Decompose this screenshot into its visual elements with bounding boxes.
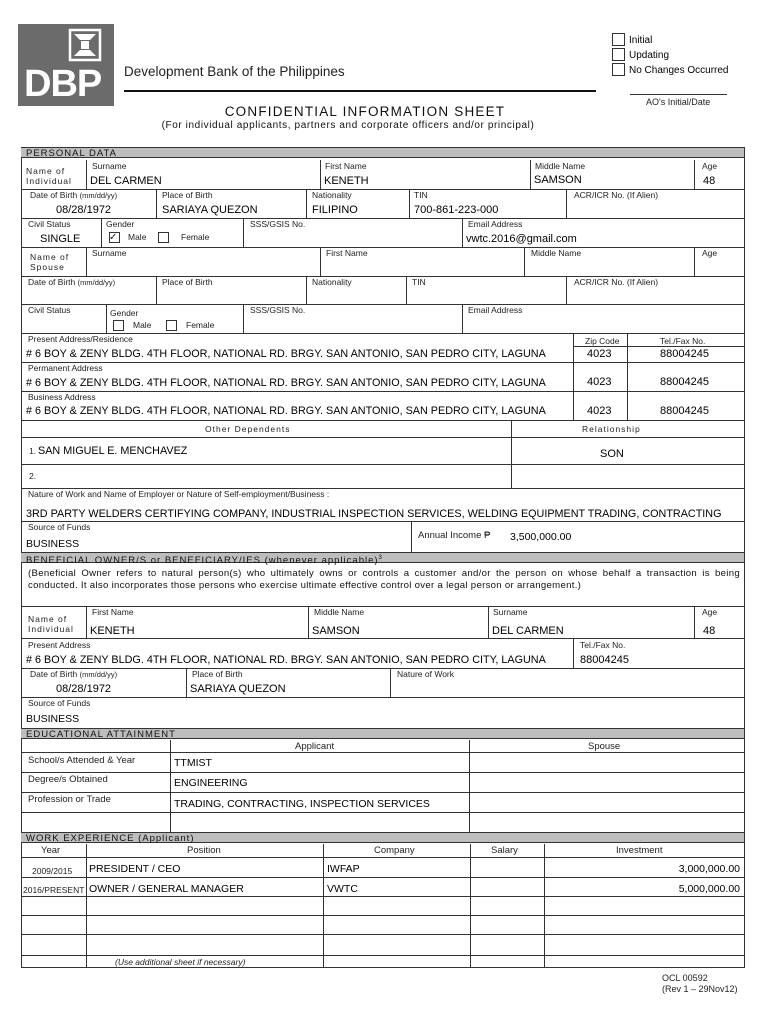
divider <box>21 464 744 465</box>
zip-label: Zip Code <box>585 336 620 346</box>
profession-value: TRADING, CONTRACTING, INSPECTION SERVICES <box>174 798 430 810</box>
section-education: EDUCATIONAL ATTAINMENT <box>21 728 744 739</box>
dependent-1-num: 1. <box>29 446 37 456</box>
female-label: Female <box>181 232 210 242</box>
bo-source-label: Source of Funds <box>28 698 91 708</box>
divider <box>390 668 391 697</box>
name-spouse-label: Name of Spouse <box>30 252 70 272</box>
civil-status-label: Civil Status <box>28 219 71 229</box>
divider <box>156 276 157 304</box>
bo-dob-text: Date of Birth <box>30 669 78 679</box>
spouse-nationality-label: Nationality <box>312 277 352 287</box>
work-1-company: IWFAP <box>327 863 360 875</box>
source-of-funds-label: Source of Funds <box>28 522 91 532</box>
applicant-first-name: KENETH <box>324 175 369 187</box>
applicant-col-label: Applicant <box>295 741 335 752</box>
section-work: WORK EXPERIENCE (Applicant) <box>21 832 744 843</box>
divider <box>323 844 324 968</box>
spouse-middle-name-label: Middle Name <box>531 248 582 258</box>
sss-label: SSS/GSIS No. <box>250 219 306 229</box>
dependent-2-num: 2. <box>29 471 37 481</box>
section-beneficial-text: BENEFICIAL OWNER/S or BENEFICIARY/IES (whenever applicable) <box>26 555 379 567</box>
spouse-dob-label <box>28 278 115 287</box>
divider <box>21 247 744 248</box>
female-checkbox[interactable] <box>158 232 169 243</box>
updating-checkbox[interactable] <box>612 48 625 61</box>
nature-of-work-label: Nature of Work and Name of Employer or Nature of Self-employment/Business : <box>28 489 330 499</box>
bank-name: Development Bank of the Philippines <box>124 64 345 79</box>
bo-tel: 88004245 <box>580 654 629 666</box>
initial-label: Initial <box>629 35 653 46</box>
bo-dob-format: (mm/dd/yy) <box>79 670 118 679</box>
degree-value: ENGINEERING <box>174 777 248 789</box>
annual-income-value: 3,500,000.00 <box>510 531 572 543</box>
degree-label: Degree/s Obtained <box>28 774 108 785</box>
header-rule <box>124 90 596 92</box>
spouse-tin-label: TIN <box>412 277 426 287</box>
dependent-1-name: SAN MIGUEL E. MENCHAVEZ <box>38 445 188 457</box>
divider <box>21 812 744 813</box>
salary-col-label: Salary <box>491 845 518 856</box>
bo-surname-label: Surname <box>493 607 528 617</box>
annual-income-label: Annual Income ₱ <box>418 530 491 541</box>
male-label: Male <box>128 232 147 242</box>
divider <box>21 362 744 363</box>
permanent-zip: 4023 <box>587 376 612 388</box>
additional-sheet-note: (Use additional sheet if necessary) <box>115 957 246 967</box>
company-col-label: Company <box>374 845 415 856</box>
pob-label: Place of Birth <box>162 190 213 200</box>
bo-pob: SARIAYA QUEZON <box>190 683 286 695</box>
form-right-border <box>744 147 745 968</box>
bo-dob: 08/28/1972 <box>56 683 112 695</box>
permanent-address-label: Permanent Address <box>28 363 103 373</box>
no-changes-checkbox[interactable] <box>612 63 625 76</box>
spouse-acr-label: ACR/ICR No. (If Alien) <box>574 277 659 287</box>
initial-checkbox[interactable] <box>612 33 625 46</box>
bo-address: # 6 BOY & ZENY BLDG. 4TH FLOOR, NATIONAL RD. BRGY. SAN ANTONIO, SAN PEDRO CITY, LAGUNA <box>26 654 546 666</box>
spouse-civil-status-label: Civil Status <box>28 305 71 315</box>
divider <box>566 189 567 218</box>
divider <box>21 955 744 956</box>
footer-code: OCL 00592 <box>662 973 708 983</box>
bo-middle-name-label: Middle Name <box>314 607 365 617</box>
divider <box>21 437 744 438</box>
schools-label: School/s Attended & Year <box>28 755 136 766</box>
divider <box>21 752 744 753</box>
dob-label-text: Date of Birth <box>30 190 78 200</box>
relationship-label: Relationship <box>582 424 641 434</box>
bo-address-label: Present Address <box>28 640 91 650</box>
investment-col-label: Investment <box>616 845 663 856</box>
divider <box>411 521 412 552</box>
form-subtitle: (For individual applicants, partners and corporate officers and/or principal) <box>161 120 535 131</box>
divider <box>156 189 157 218</box>
divider <box>462 304 463 333</box>
present-address: # 6 BOY & ZENY BLDG. 4TH FLOOR, NATIONAL RD. BRGY. SAN ANTONIO, SAN PEDRO CITY, LAGUNA <box>26 348 546 360</box>
ao-label: AO's Initial/Date <box>646 97 711 107</box>
acr-label: ACR/ICR No. (If Alien) <box>574 190 659 200</box>
bo-name-label: Name of Individual <box>28 614 74 634</box>
spouse-first-name-label: First Name <box>326 248 368 258</box>
divider <box>469 740 470 832</box>
divider <box>106 304 107 333</box>
divider <box>86 606 87 638</box>
position-col-label: Position <box>187 845 221 856</box>
divider <box>21 668 744 669</box>
spouse-dob-text: Date of Birth <box>28 277 76 287</box>
divider <box>566 276 567 304</box>
gender-label: Gender <box>106 219 135 229</box>
divider <box>694 247 695 276</box>
divider <box>21 697 744 698</box>
divider <box>544 844 545 968</box>
nationality-label: Nationality <box>312 190 352 200</box>
spouse-male-label: Male <box>133 320 152 330</box>
divider <box>101 218 102 247</box>
divider <box>488 606 489 638</box>
divider <box>308 606 309 638</box>
divider <box>243 218 244 247</box>
dbp-initials: DBP <box>24 63 102 105</box>
spouse-age-label: Age <box>702 248 718 258</box>
bo-source: BUSINESS <box>26 713 80 725</box>
bo-pob-label: Place of Birth <box>192 669 243 679</box>
business-address: # 6 BOY & ZENY BLDG. 4TH FLOOR, NATIONAL RD. BRGY. SAN ANTONIO, SAN PEDRO CITY, LAGUNA <box>26 405 546 417</box>
spouse-pob-label: Place of Birth <box>162 277 213 287</box>
form-title: CONFIDENTIAL INFORMATION SHEET <box>224 104 506 119</box>
spouse-male-checkbox[interactable] <box>113 320 124 331</box>
dependent-1-relationship: SON <box>600 448 624 460</box>
applicant-surname: DEL CARMEN <box>90 175 162 187</box>
divider <box>511 420 512 488</box>
divider <box>21 521 744 522</box>
bo-age: 48 <box>703 625 716 637</box>
divider <box>21 877 744 878</box>
divider <box>573 638 574 668</box>
bo-middle-name: SAMSON <box>312 625 360 637</box>
divider <box>243 304 244 333</box>
divider <box>21 391 744 392</box>
divider <box>21 792 744 793</box>
bo-first-name-label: First Name <box>92 607 134 617</box>
tel-label: Tel./Fax No. <box>660 336 706 346</box>
divider <box>462 218 463 247</box>
divider <box>306 189 307 218</box>
applicant-dob: 08/28/1972 <box>56 204 112 216</box>
divider <box>524 247 525 276</box>
divider <box>694 606 695 638</box>
email-label: Email Address <box>468 219 523 229</box>
dbp-logo <box>18 24 114 106</box>
divider <box>170 740 171 832</box>
divider <box>86 844 87 968</box>
work-1-investment: 3,000,000.00 <box>678 863 740 875</box>
profession-label: Profession or Trade <box>28 794 111 805</box>
school-value: TTMIST <box>174 757 212 769</box>
bo-dob-label <box>30 670 117 679</box>
divider <box>21 934 744 935</box>
divider <box>21 304 744 305</box>
divider <box>573 346 744 347</box>
bo-age-label: Age <box>702 607 718 617</box>
source-of-funds-value: BUSINESS <box>26 538 80 550</box>
divider <box>320 160 321 189</box>
divider <box>320 247 321 276</box>
divider <box>21 967 744 968</box>
work-2-company: VWTC <box>327 883 358 895</box>
spouse-female-label: Female <box>186 320 215 330</box>
applicant-middle-name: SAMSON <box>534 174 582 186</box>
surname-label: Surname <box>92 161 127 171</box>
work-2-investment: 5,000,000.00 <box>678 883 740 895</box>
spouse-col-label: Spouse <box>588 741 621 752</box>
applicant-pob: SARIAYA QUEZON <box>162 204 258 216</box>
spouse-email-label: Email Address <box>468 305 523 315</box>
age-label: Age <box>702 161 718 171</box>
divider <box>470 844 471 968</box>
dob-label <box>30 191 117 200</box>
spouse-female-checkbox[interactable] <box>166 320 177 331</box>
divider <box>21 420 744 421</box>
footer-rev: (Rev 1 – 29Nov12) <box>662 984 738 994</box>
divider <box>86 160 87 189</box>
middle-name-label: Middle Name <box>535 161 586 171</box>
business-zip: 4023 <box>587 405 612 417</box>
bo-first-name: KENETH <box>90 625 135 637</box>
section-personal: PERSONAL DATA <box>21 147 744 158</box>
divider <box>306 276 307 304</box>
applicant-email: vwtc.2016@gmail.com <box>466 233 577 245</box>
spouse-surname-label: Surname <box>92 248 127 258</box>
divider <box>21 857 744 858</box>
section-beneficial-sup: 3 <box>378 555 383 561</box>
work-1-position: PRESIDENT / CEO <box>89 863 181 875</box>
spouse-gender-label: Gender <box>110 308 139 318</box>
applicant-tin: 700-861-223-000 <box>414 204 499 216</box>
spouse-dob-format: (mm/dd/yy) <box>77 278 116 287</box>
bo-nature-label: Nature of Work <box>397 669 455 679</box>
year-col-label: Year <box>41 845 61 856</box>
divider <box>21 638 744 639</box>
present-zip: 4023 <box>587 348 612 360</box>
work-2-year: 2016/PRESENT <box>23 885 85 895</box>
divider <box>21 896 744 897</box>
business-tel: 88004245 <box>660 405 709 417</box>
beneficial-note: (Beneficial Owner refers to natural person(s) who ultimately owns or controls a customer and/or the person on whose behalf a transaction is being conducted. It also incorporates those persons who exercise ultimate effective control over a legal person or arrangement.) <box>28 568 740 591</box>
ao-line <box>630 94 727 95</box>
work-1-year: 2009/2015 <box>32 866 73 876</box>
updating-label: Updating <box>629 50 670 61</box>
present-address-label: Present Address/Residence <box>28 334 133 344</box>
no-changes-label: No Changes Occurred <box>629 65 729 76</box>
divider <box>86 247 87 276</box>
present-tel: 88004245 <box>660 348 709 360</box>
permanent-address: # 6 BOY & ZENY BLDG. 4TH FLOOR, NATIONAL RD. BRGY. SAN ANTONIO, SAN PEDRO CITY, LAGUNA <box>26 377 546 389</box>
bo-tel-label: Tel./Fax No. <box>580 640 626 650</box>
other-dependents-label: Other Dependents <box>205 424 291 434</box>
male-check-mark: ✓ <box>109 232 118 243</box>
dob-format: (mm/dd/yy) <box>79 191 118 200</box>
spouse-sss-label: SSS/GSIS No. <box>250 305 306 315</box>
divider <box>530 160 531 189</box>
first-name-label: First Name <box>325 161 367 171</box>
tin-label: TIN <box>414 190 428 200</box>
applicant-nationality: FILIPINO <box>312 204 358 216</box>
applicant-age: 48 <box>703 175 716 187</box>
business-address-label: Business Address <box>28 392 96 402</box>
name-individual-label: Name of Individual <box>26 166 72 186</box>
divider <box>694 160 695 189</box>
divider <box>21 915 744 916</box>
nature-of-work-value: 3RD PARTY WELDERS CERTIFYING COMPANY, INDUSTRIAL INSPECTION SERVICES, WELDING EQUIPMENT TRADING, CONTRACTING <box>26 508 722 520</box>
section-beneficial <box>21 552 744 567</box>
bo-surname: DEL CARMEN <box>492 625 564 637</box>
divider <box>409 189 410 218</box>
divider <box>186 668 187 697</box>
applicant-civil-status: SINGLE <box>40 233 81 245</box>
permanent-tel: 88004245 <box>660 376 709 388</box>
divider <box>21 772 744 773</box>
work-2-position: OWNER / GENERAL MANAGER <box>89 883 244 895</box>
divider <box>406 276 407 304</box>
